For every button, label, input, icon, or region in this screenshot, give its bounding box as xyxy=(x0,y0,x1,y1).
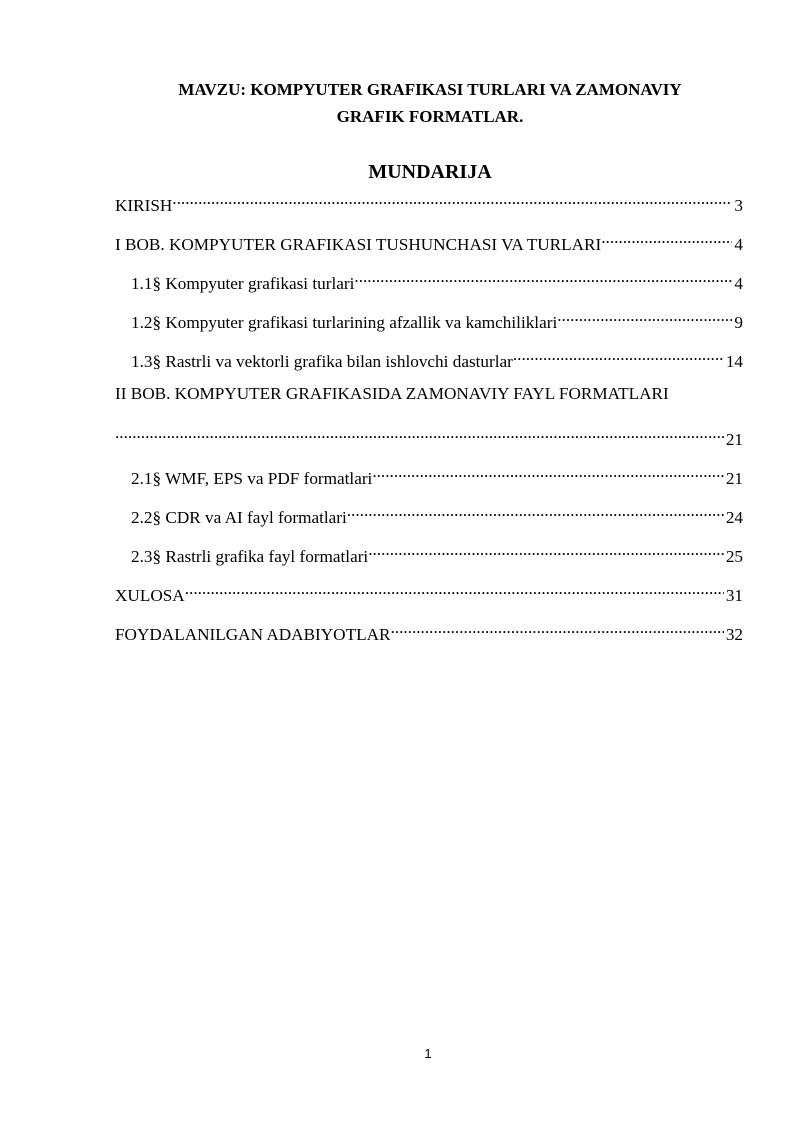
toc-entry-label: 1.2§ Kompyuter grafikasi turlarining afzallik va kamchiliklari xyxy=(131,313,558,332)
toc-entry-page: 14 xyxy=(725,352,743,371)
toc-entry-label: KIRISH xyxy=(115,196,173,215)
document-title xyxy=(80,76,780,130)
toc-entry-page: 21 xyxy=(725,430,743,449)
dot-leader xyxy=(185,577,724,601)
dot-leader xyxy=(390,616,723,640)
toc-heading: MUNDARIJA xyxy=(368,161,492,183)
toc-entry-page: 25 xyxy=(725,547,743,566)
toc-entry-section-1-3[interactable] xyxy=(115,343,743,382)
toc-entry-page: 9 xyxy=(734,313,743,332)
toc-entry-label: FOYDALANILGAN ADABIYOTLAR xyxy=(115,625,391,644)
toc-entry-section-2-1[interactable] xyxy=(115,460,743,499)
toc-entry-label: 1.3§ Rastrli va vektorli grafika bilan ishlovchi dasturlar xyxy=(131,352,513,371)
dot-leader xyxy=(372,460,723,484)
toc-entry-references[interactable] xyxy=(115,616,743,655)
toc-entry-page: 4 xyxy=(734,274,743,293)
toc-entry-page: 24 xyxy=(725,508,743,527)
toc-entry-kirish[interactable] xyxy=(115,187,743,226)
dot-leader xyxy=(557,304,732,328)
dot-leader xyxy=(347,499,724,523)
dot-leader xyxy=(368,538,724,562)
dot-leader xyxy=(115,421,724,445)
toc-entry-xulosa[interactable] xyxy=(115,577,743,616)
toc-entry-section-1-2[interactable] xyxy=(115,304,743,343)
toc-entry-label: II BOB. KOMPYUTER GRAFIKASIDA ZAMONAVIY FAYL FORMATLARI xyxy=(115,384,669,403)
toc-entry-chapter-1[interactable] xyxy=(115,226,743,265)
toc-entry-page: 3 xyxy=(734,196,743,215)
toc-entry-label: 1.1§ Kompyuter grafikasi turlari xyxy=(131,274,355,293)
dot-leader xyxy=(513,343,724,367)
title-line-1: MAVZU: KOMPYUTER GRAFIKASI TURLARI VA ZAMONAVIY xyxy=(178,80,682,99)
toc-entry-chapter-2[interactable] xyxy=(115,382,743,460)
toc-entry-label: I BOB. KOMPYUTER GRAFIKASI TUSHUNCHASI VA TURLARI xyxy=(115,235,602,254)
title-line-2: GRAFIK FORMATLAR. xyxy=(336,107,524,126)
toc-entry-section-2-2[interactable] xyxy=(115,499,743,538)
toc-entry-page: 4 xyxy=(734,235,743,254)
dot-leader xyxy=(354,265,732,289)
toc-entry-page: 32 xyxy=(725,625,743,644)
toc-entry-label: XULOSA xyxy=(115,586,185,605)
page-number: 1 xyxy=(424,1046,432,1061)
toc-entry-label: 2.2§ CDR va AI fayl formatlari xyxy=(131,508,347,527)
toc-entry-section-2-3[interactable] xyxy=(115,538,743,577)
toc-entry-label: 2.1§ WMF, EPS va PDF formatlari xyxy=(131,469,373,488)
toc-entry-section-1-1[interactable] xyxy=(115,265,743,304)
dot-leader xyxy=(172,187,732,211)
toc-entry-page: 21 xyxy=(725,469,743,488)
dot-leader xyxy=(601,226,732,250)
table-of-contents xyxy=(115,187,743,655)
toc-entry-label: 2.3§ Rastrli grafika fayl formatlari xyxy=(131,547,369,566)
toc-entry-page: 31 xyxy=(725,586,743,605)
